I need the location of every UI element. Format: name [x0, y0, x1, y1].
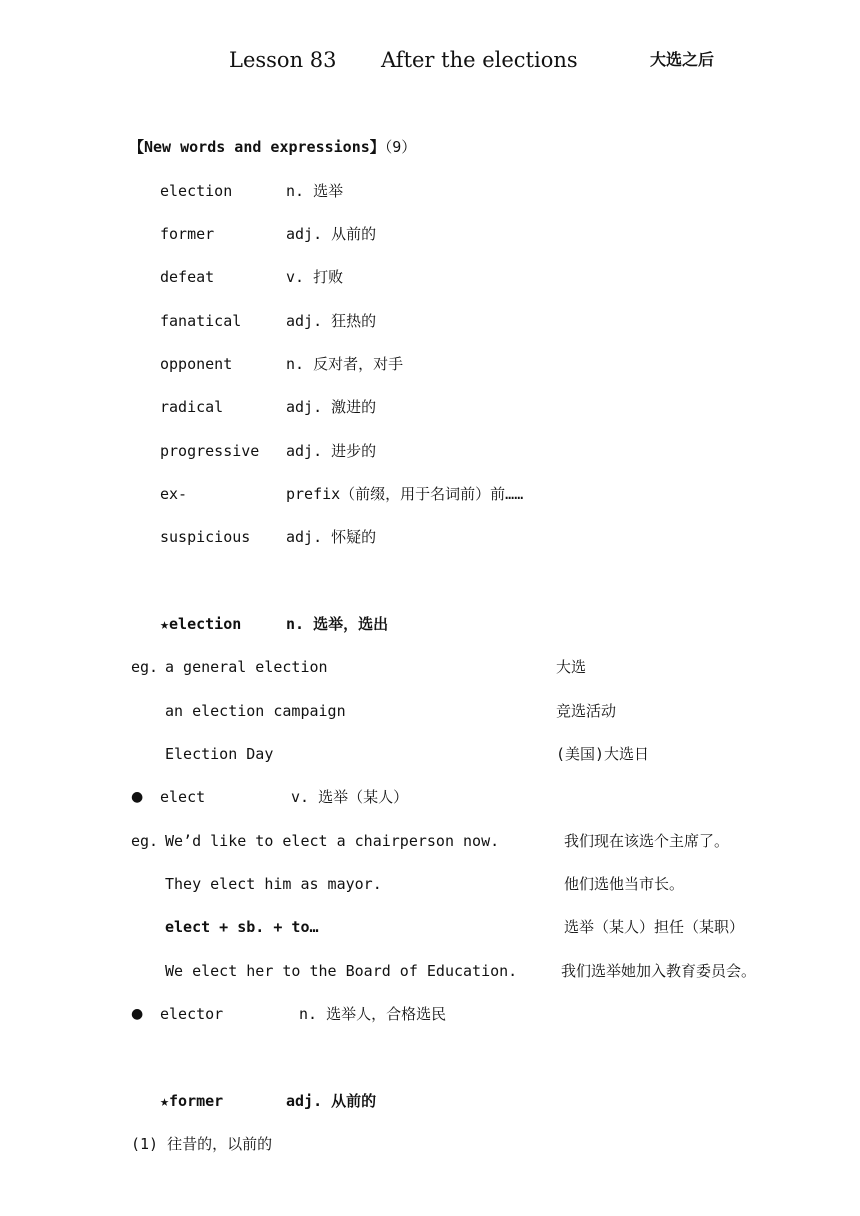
- eg-label: eg.: [131, 832, 159, 850]
- example-english: Election Day: [165, 745, 274, 763]
- vocab-word: election: [160, 182, 233, 200]
- vocab-word: fanatical: [160, 312, 242, 330]
- example-chinese: 竞选活动: [556, 702, 617, 720]
- section-header: [129, 137, 416, 157]
- sub-entry-definition-elector: n. 选举人，合格选民: [299, 1005, 447, 1023]
- vocab-word: suspicious: [160, 528, 251, 546]
- sub-entry-definition-elect: v. 选举（某人）: [291, 788, 409, 806]
- vocab-word: radical: [160, 398, 224, 416]
- vocab-definition: v. 打败: [286, 268, 344, 286]
- bullet-icon: ●: [131, 1006, 144, 1022]
- entry-definition-election: n. 选举，选出: [286, 615, 389, 633]
- sub-entry-word-elector: elector: [160, 1005, 224, 1023]
- vocab-word: ex-: [160, 485, 188, 503]
- sense-1: (1) 往昔的，以前的: [131, 1135, 273, 1153]
- vocab-definition: adj. 狂热的: [286, 312, 377, 330]
- vocab-word: former: [160, 225, 215, 243]
- example-chinese: 我们现在该选个主席了。: [564, 832, 730, 850]
- section-header-count: （9）: [384, 138, 417, 156]
- vocab-definition: adj. 从前的: [286, 225, 377, 243]
- entry-heading-former: ★former: [160, 1092, 224, 1110]
- bullet-icon: ●: [131, 789, 144, 805]
- sub-entry-word-elect: elect: [160, 788, 206, 806]
- vocab-definition: adj. 怀疑的: [286, 528, 377, 546]
- example-english: They elect him as mayor.: [165, 875, 382, 893]
- vocab-definition: n. 反对者，对手: [286, 355, 404, 373]
- entry-definition-former: adj. 从前的: [286, 1092, 377, 1110]
- vocab-definition: n. 选举: [286, 182, 344, 200]
- entry-heading-election: ★election: [160, 615, 242, 633]
- example-english: an election campaign: [165, 702, 346, 720]
- vocab-word: progressive: [160, 442, 260, 460]
- vocab-word: opponent: [160, 355, 233, 373]
- lesson-title: After the elections: [381, 48, 578, 72]
- example-chinese: (美国)大选日: [556, 745, 650, 763]
- lesson-number: Lesson 83: [229, 48, 337, 72]
- example-chinese: 选举（某人）担任（某职）: [564, 918, 745, 936]
- example-english: a general election: [165, 658, 328, 676]
- vocab-definition: prefix（前缀，用于名词前）前……: [286, 485, 524, 503]
- vocab-definition: adj. 进步的: [286, 442, 377, 460]
- example-english: We’d like to elect a chairperson now.: [165, 832, 500, 850]
- eg-label: eg.: [131, 658, 159, 676]
- example-chinese: 我们选举她加入教育委员会。: [561, 962, 757, 980]
- lesson-title-chinese: 大选之后: [650, 50, 715, 69]
- example-english: We elect her to the Board of Education.: [165, 962, 518, 980]
- vocab-definition: adj. 激进的: [286, 398, 377, 416]
- section-header-label: 【New words and expressions】: [129, 138, 385, 156]
- example-chinese: 他们选他当市长。: [564, 875, 685, 893]
- vocab-word: defeat: [160, 268, 215, 286]
- usage-pattern: elect + sb. + to…: [165, 918, 319, 936]
- example-chinese: 大选: [556, 658, 587, 676]
